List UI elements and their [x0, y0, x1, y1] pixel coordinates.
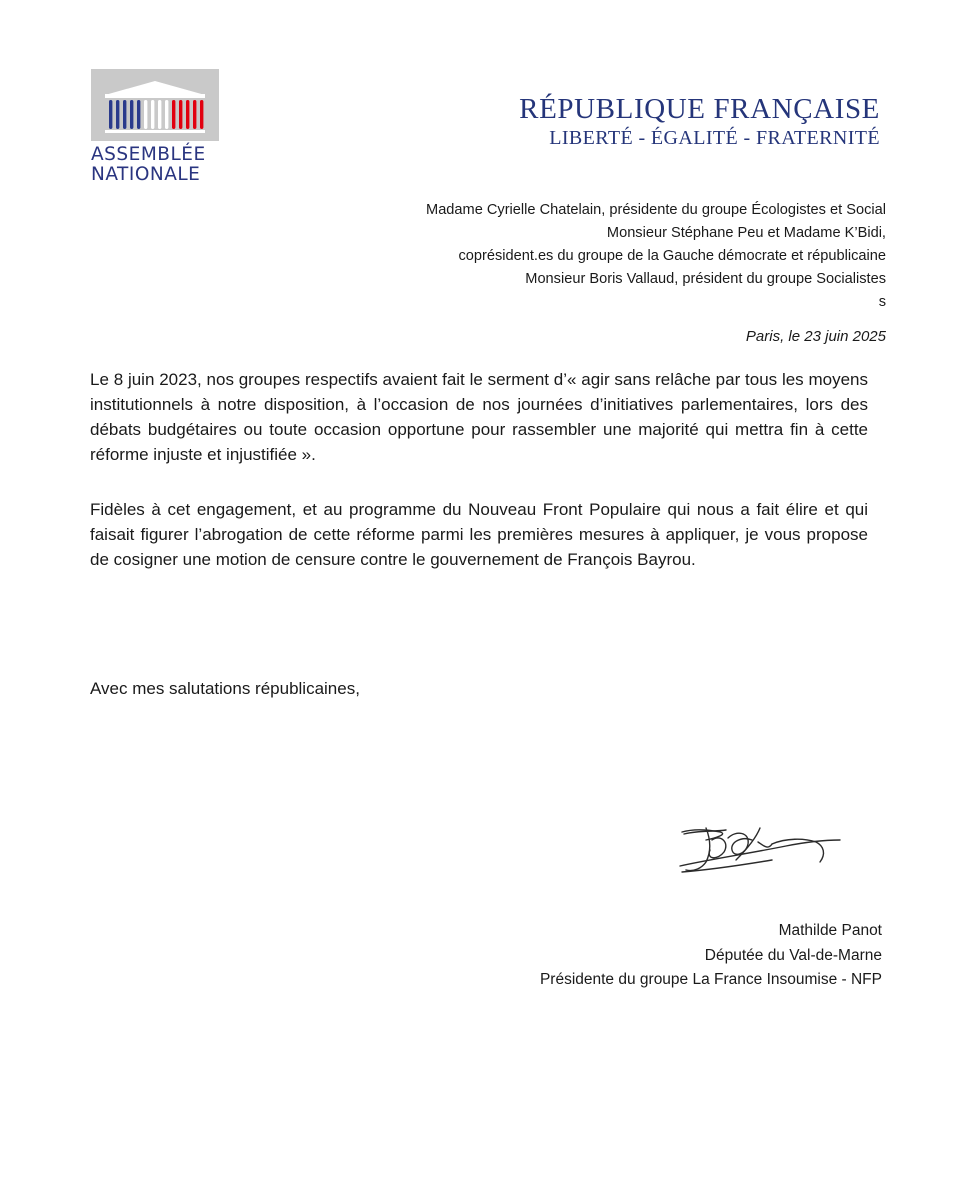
republique-title: RÉPUBLIQUE FRANÇAISE [519, 93, 880, 125]
logo-base [105, 130, 205, 133]
signer-name: Mathilde Panot [778, 922, 882, 939]
hemicycle-icon [91, 69, 219, 141]
logo-line-2: NATIONALE [91, 164, 201, 185]
body-paragraph-1: Le 8 juin 2023, nos groupes respectifs avaient fait le serment d’« agir sans relâche par tous les moyens institutionnels à notre disposition, à l’occasion de nos journées d’initiatives parlementaires, lors des débats budgétaires ou toute occasion opportune pour rassembler une majorité qui mettra fin à cette réforme injuste et injustifiée ». [90, 370, 868, 464]
recipients-block [426, 199, 886, 314]
handwritten-signature [676, 820, 846, 880]
recipient-line: Monsieur Stéphane Peu et Madame K’Bidi, [606, 225, 886, 241]
closing-salutation: Avec mes salutations républicaines, [90, 679, 360, 698]
republique-francaise-header [519, 92, 880, 150]
recipient-line: Madame Cyrielle Chatelain, présidente du groupe Écologistes et Social [426, 202, 886, 218]
assemblee-nationale-logo [91, 69, 221, 185]
recipient-line: s [878, 294, 886, 310]
logo-entablature [105, 94, 205, 98]
body-paragraph-2: Fidèles à cet engagement, et au programme du Nouveau Front Populaire qui nous a fait élire et qui faisait figurer l’abrogation de cette réforme parmi les premières mesures à appliquer, je vous propose de cosigner une motion de censure contre le gouvernement de François Bayrou. [90, 500, 868, 569]
signer-block [540, 919, 882, 993]
recipient-line: Monsieur Boris Vallaud, président du groupe Socialistes [525, 271, 886, 287]
signer-role: Députée du Val-de-Marne [704, 946, 882, 964]
letter-date: Paris, le 23 juin 2025 [745, 328, 886, 345]
logo-wordmark [91, 145, 221, 185]
logo-building-graphic [91, 69, 219, 141]
signer-group: Présidente du groupe La France Insoumise - NFP [539, 971, 882, 988]
republique-motto: LIBERTÉ - ÉGALITÉ - FRATERNITÉ [549, 127, 880, 149]
logo-line-1: ASSEMBLÉE [91, 144, 206, 165]
logo-pediment [105, 81, 205, 95]
recipient-line: coprésident.es du groupe de la Gauche démocrate et républicaine [458, 248, 886, 264]
